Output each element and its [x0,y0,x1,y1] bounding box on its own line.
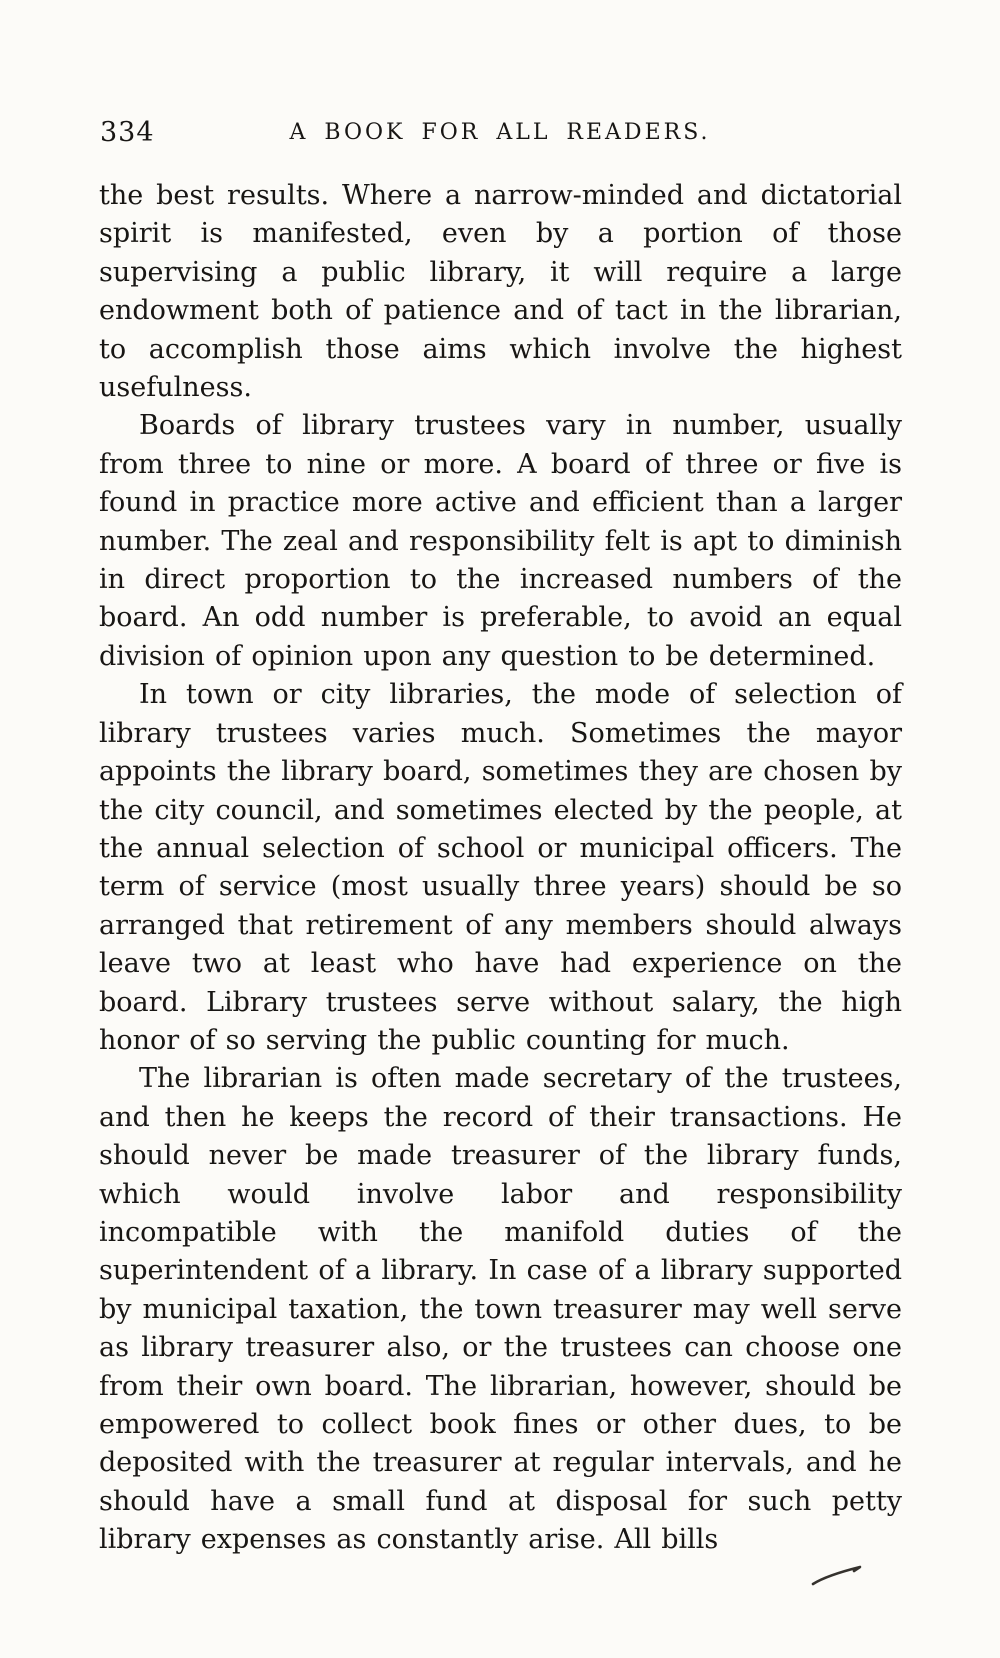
page-number: 334 [100,117,155,148]
running-header-title: A BOOK FOR ALL READERS. [289,120,711,145]
body-text [99,177,902,1560]
paragraph-3: In town or city libraries, the mode of selection of library trustees varies much. Sometimes the mayor appoints the library board, sometimes they are chosen by the city council, and sometimes elected by the people, at the annual selection of school or municipal officers. The term of service (most usually three years) should be so arranged that retirement of any members should always leave two at least who have had experience on the board. Library trustees serve without salary, the high honor of so serving the public counting for much. [99,679,902,1056]
page-header [0,116,1000,150]
pen-mark-icon [810,1564,866,1588]
paragraph-4: The librarian is often made secretary of the trustees, and then he keeps the record of their transactions. He should never be made treasurer of the library funds, which would involve labor and responsibility incompatible with the manifold duties of the superintendent of a library. In case of a library supported by municipal taxation, the town treasurer may well serve as library treasurer also, or the trustees can choose one from their own board. The librarian, however, should be empowered to collect book fines or other dues, to be deposited with the treasurer at regular intervals, and he should have a small fund at disposal for such petty library expenses as constantly arise. All bills [99,1063,902,1556]
paragraph-1: the best results. Where a narrow-minded and dictatorial spirit is manifested, even by a portion of those supervising a public library, it will require a large endowment both of patience and of tact in the librarian, to accomplish those aims which involve the highest usefulness. [99,180,902,404]
paragraph-2: Boards of library trustees vary in number, usually from three to nine or more. A board of three or five is found in practice more active and efficient than a larger number. The zeal and responsibility felt is apt to diminish in direct proportion to the increased numbers of the board. An odd number is preferable, to avoid an equal division of opinion upon any question to be determined. [99,410,902,672]
